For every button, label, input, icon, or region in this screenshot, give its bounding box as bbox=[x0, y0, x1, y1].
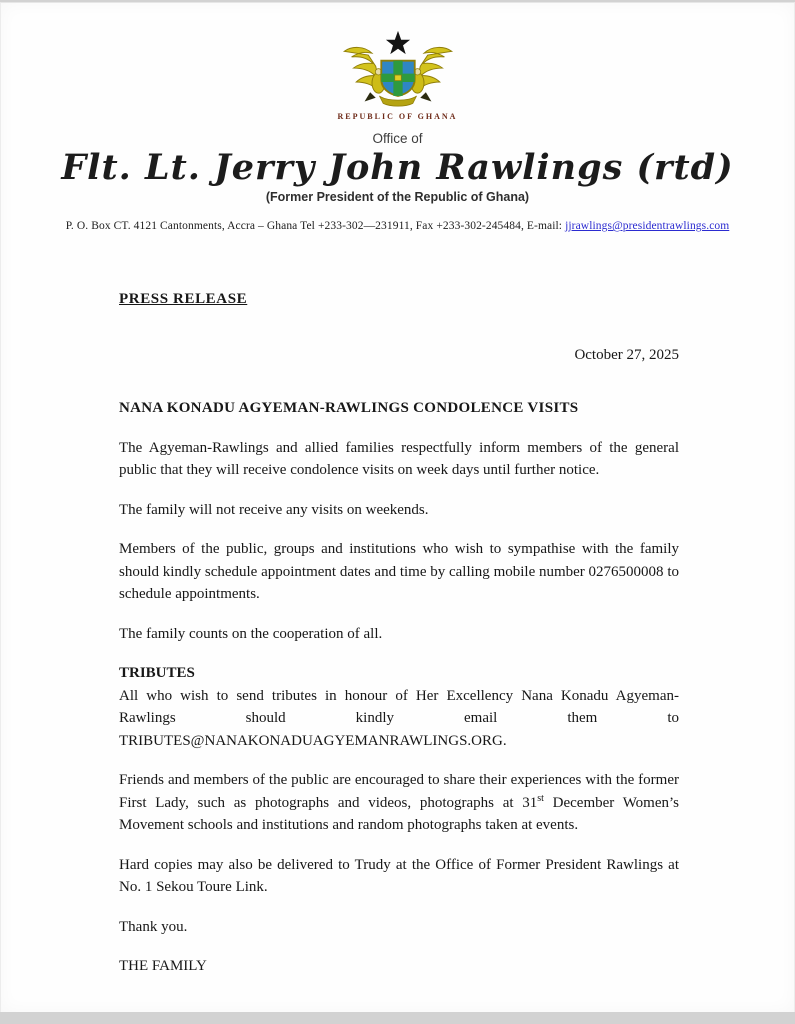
ordinal-superscript: st bbox=[537, 792, 544, 804]
paragraph-cooperation: The family counts on the cooperation of all. bbox=[119, 625, 383, 642]
share-experiences-text-1: Friends and members of the public are encouraged to share their experiences with the former First Lady, such as photographs and videos, photographs at 31 bbox=[119, 772, 679, 811]
headline: NANA KONADU AGYEMAN-RAWLINGS CONDOLENCE VISITS bbox=[119, 400, 579, 416]
paragraph-weekends: The family will not receive any visits on weekends. bbox=[119, 501, 429, 518]
paragraph-appointments: Members of the public, groups and institutions who wish to sympathise with the family should kindly schedule appointment dates and time by calling mobile number 0276500008 to schedule appointments. bbox=[119, 541, 679, 602]
date-line: October 27, 2025 bbox=[574, 346, 679, 363]
paragraph-hard-copies: Hard copies may also be delivered to Trudy at the Office of Former President Rawlings at No. 1 Sekou Toure Link. bbox=[119, 856, 679, 895]
ghana-coat-of-arms-icon bbox=[333, 29, 463, 109]
press-release-page bbox=[0, 2, 795, 1012]
crest-label: REPUBLIC OF GHANA bbox=[337, 112, 458, 121]
office-holder-name: Flt. Lt. Jerry John Rawlings (rtd) bbox=[61, 147, 734, 188]
share-experiences-text-2: December Women’s Movement schools and institutions and random photographs taken at events. bbox=[119, 794, 679, 833]
office-of-label: Office of bbox=[372, 131, 423, 146]
paragraph-condolence-visits: The Agyeman-Rawlings and allied families respectfully inform members of the general public that they will receive condolence visits on week days until further notice. bbox=[119, 439, 679, 478]
contact-text: P. O. Box CT. 4121 Cantonments, Accra – Ghana Tel +233-302—231911, Fax +233-302-245484, E-mail: bbox=[65, 220, 566, 232]
contact-email-link[interactable]: jjrawlings@presidentrawlings.com bbox=[565, 220, 730, 232]
paragraph-share-experiences bbox=[119, 769, 679, 837]
tributes-heading: TRIBUTES bbox=[119, 665, 195, 681]
contact-line bbox=[1, 220, 794, 232]
office-holder-subtitle: (Former President of the Republic of Ghana) bbox=[265, 190, 530, 204]
letterhead bbox=[1, 3, 794, 232]
letter-body bbox=[119, 288, 679, 978]
thank-you-line: Thank you. bbox=[119, 918, 188, 935]
press-release-heading: PRESS RELEASE bbox=[119, 291, 248, 307]
paragraph-tributes: All who wish to send tributes in honour of Her Excellency Nana Konadu Agyeman-Rawlings should kindly email them to TRIBUTES@NANAKONADUAGYEMANRAWLINGS.ORG. bbox=[119, 687, 679, 749]
signoff-line: THE FAMILY bbox=[119, 958, 207, 974]
